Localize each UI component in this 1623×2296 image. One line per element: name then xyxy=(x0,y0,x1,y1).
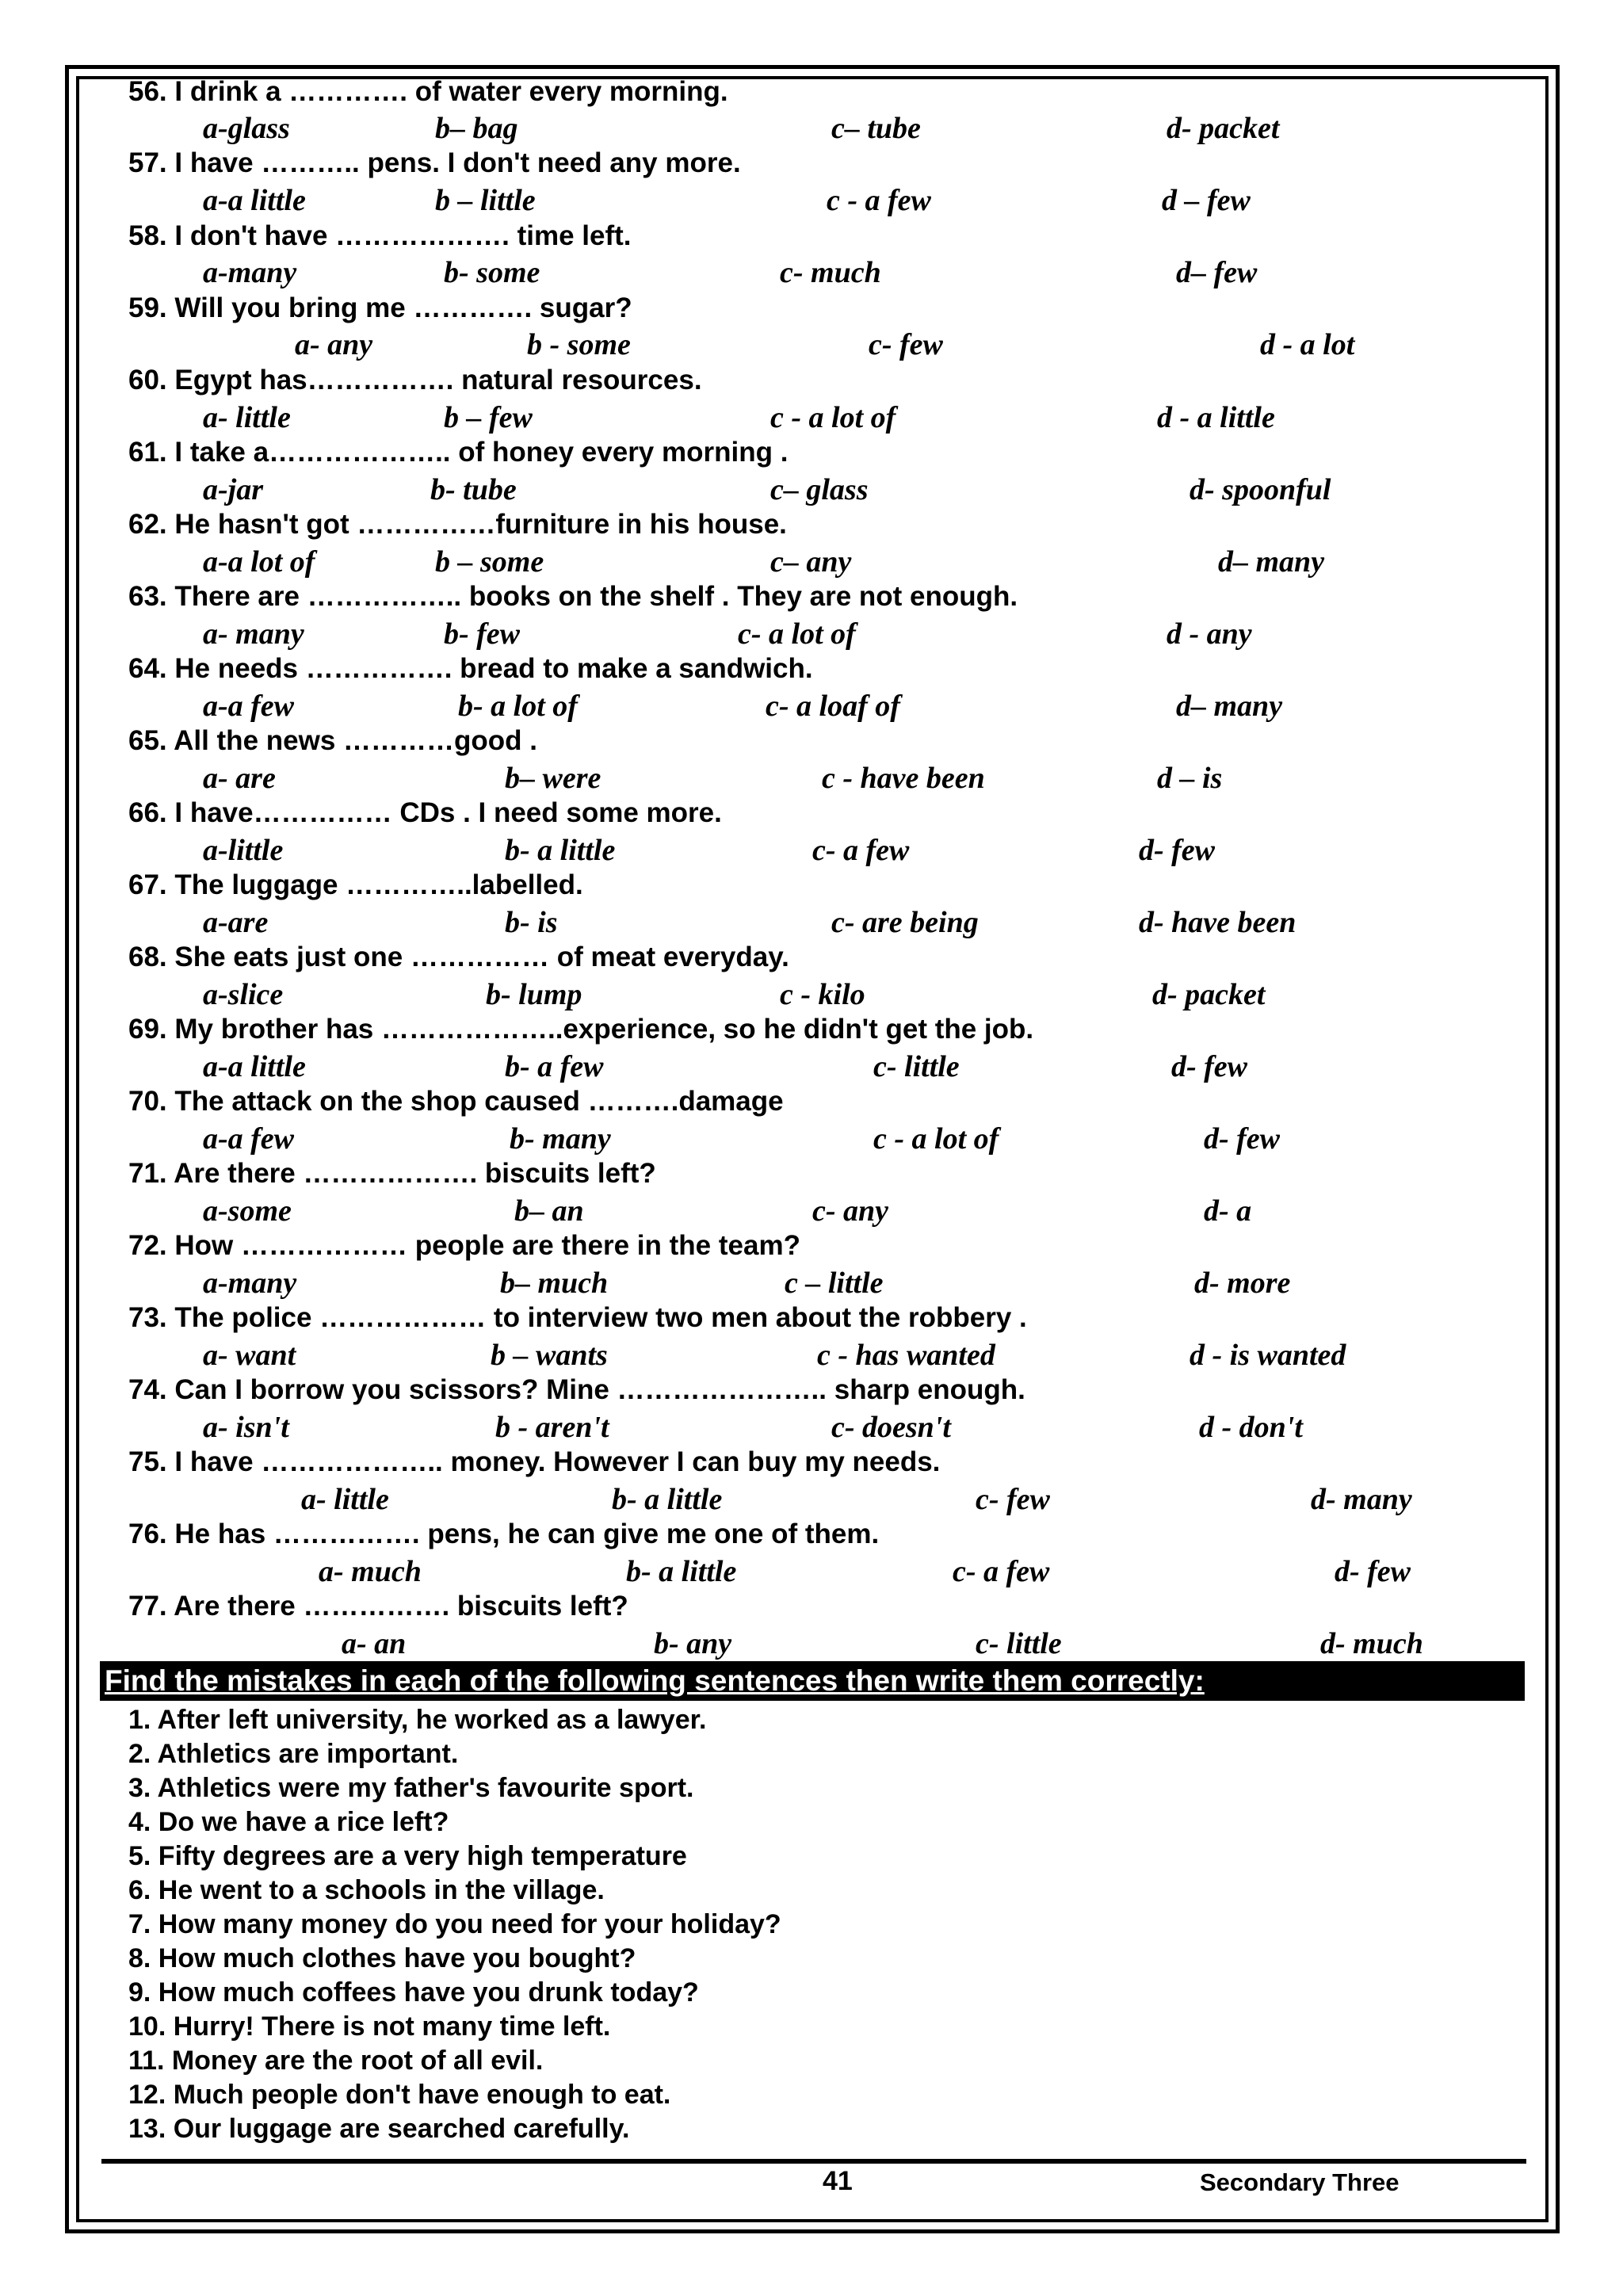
option-76-a: a- much xyxy=(319,1555,422,1588)
option-62-b: b – some xyxy=(435,545,544,579)
option-64-c: c- a loaf of xyxy=(766,690,900,723)
option-67-d: d- have been xyxy=(1139,906,1296,939)
page-number: 41 xyxy=(823,2166,853,2196)
option-72-a: a-many xyxy=(203,1266,297,1300)
option-63-b: b- few xyxy=(444,617,521,651)
option-68-a: a-slice xyxy=(203,978,284,1011)
series-label: Secondary Three xyxy=(1200,2168,1400,2196)
option-77-a: a- an xyxy=(342,1627,407,1660)
option-65-b: b– were xyxy=(505,762,601,795)
option-71-b: b– an xyxy=(514,1194,584,1228)
option-71-d: d- a xyxy=(1204,1194,1252,1228)
question-75: 75. I have ……………….. money. However I can buy my needs. xyxy=(128,1446,941,1477)
option-58-b: b- some xyxy=(444,256,540,289)
option-65-a: a- are xyxy=(203,762,276,795)
question-74: 74. Can I borrow you scissors? Mine ………………….. sharp enough. xyxy=(128,1374,1025,1405)
mistake-sentence-11: 11. Money are the root of all evil. xyxy=(128,2046,544,2076)
option-72-b: b– much xyxy=(500,1266,609,1300)
option-56-d: d- packet xyxy=(1167,112,1280,145)
mistake-sentence-5: 5. Fifty degrees are a very high temperature xyxy=(128,1841,687,1871)
option-61-c: c– glass xyxy=(770,473,869,506)
option-61-a: a-jar xyxy=(203,473,263,506)
option-75-a: a- little xyxy=(301,1483,389,1516)
option-59-c: c- few xyxy=(869,328,943,361)
option-69-b: b- a few xyxy=(505,1050,604,1083)
option-68-c: c - kilo xyxy=(780,978,865,1011)
question-70: 70. The attack on the shop caused ……….damage xyxy=(128,1086,784,1117)
option-67-b: b- is xyxy=(505,906,558,939)
option-60-a: a- little xyxy=(203,401,291,434)
mistake-sentence-6: 6. He went to a schools in the village. xyxy=(128,1875,605,1905)
option-57-a: a-a little xyxy=(203,184,306,217)
option-70-a: a-a few xyxy=(203,1122,295,1156)
mistake-sentence-2: 2. Athletics are important. xyxy=(128,1739,459,1769)
footer-divider xyxy=(101,2159,1526,2164)
option-69-c: c- little xyxy=(873,1050,960,1083)
option-60-d: d - a little xyxy=(1157,401,1275,434)
question-69: 69. My brother has ………………..experience, so he didn't get the job. xyxy=(128,1014,1034,1045)
option-59-b: b - some xyxy=(527,328,631,361)
option-73-b: b – wants xyxy=(491,1339,608,1372)
question-61: 61. I take a……………….. of honey every morning . xyxy=(128,437,789,468)
mistake-sentence-13: 13. Our luggage are searched carefully. xyxy=(128,2114,630,2144)
option-72-d: d- more xyxy=(1194,1266,1291,1300)
option-59-a: a- any xyxy=(295,328,373,361)
question-67: 67. The luggage …………..labelled. xyxy=(128,869,583,900)
option-57-b: b – little xyxy=(435,184,536,217)
question-73: 73. The police ……………… to interview two men about the robbery . xyxy=(128,1302,1027,1333)
question-76: 76. He has ……………. pens, he can give me one of them. xyxy=(128,1519,880,1549)
option-73-d: d - is wanted xyxy=(1190,1339,1346,1372)
question-57: 57. I have ……….. pens. I don't need any more. xyxy=(128,147,741,178)
option-60-c: c - a lot of xyxy=(770,401,896,434)
option-67-c: c- are being xyxy=(831,906,979,939)
question-71: 71. Are there ………………. biscuits left? xyxy=(128,1158,656,1189)
option-66-d: d- few xyxy=(1139,834,1216,867)
mistake-sentence-7: 7. How many money do you need for your holiday? xyxy=(128,1909,781,1939)
option-74-c: c- doesn't xyxy=(831,1411,951,1444)
option-74-d: d - don't xyxy=(1199,1411,1303,1444)
mistake-sentence-1: 1. After left university, he worked as a lawyer. xyxy=(128,1705,707,1735)
question-68: 68. She eats just one …………… of meat everyday. xyxy=(128,942,789,972)
option-76-c: c- a few xyxy=(953,1555,1050,1588)
option-63-c: c- a lot of xyxy=(738,617,856,651)
option-70-c: c - a lot of xyxy=(873,1122,999,1156)
option-62-c: c– any xyxy=(770,545,852,579)
question-62: 62. He hasn't got ……………furniture in his house. xyxy=(128,509,787,540)
option-70-d: d- few xyxy=(1204,1122,1281,1156)
option-75-b: b- a little xyxy=(612,1483,723,1516)
question-58: 58. I don't have ………………. time left. xyxy=(128,220,632,251)
option-71-c: c- any xyxy=(812,1194,889,1228)
mistake-sentence-8: 8. How much clothes have you bought? xyxy=(128,1943,636,1973)
option-64-b: b- a lot of xyxy=(458,690,578,723)
question-77: 77. Are there ……………. biscuits left? xyxy=(128,1591,628,1622)
option-58-a: a-many xyxy=(203,256,297,289)
worksheet-content xyxy=(76,76,1549,2222)
option-77-d: d- much xyxy=(1320,1627,1423,1660)
option-70-b: b- many xyxy=(510,1122,611,1156)
option-67-a: a-are xyxy=(203,906,269,939)
option-75-c: c- few xyxy=(976,1483,1050,1516)
option-61-d: d- spoonful xyxy=(1190,473,1331,506)
option-76-b: b- a little xyxy=(626,1555,737,1588)
question-64: 64. He needs ……………. bread to make a sandwich. xyxy=(128,653,813,684)
option-65-c: c - have been xyxy=(822,762,985,795)
question-60: 60. Egypt has……………. natural resources. xyxy=(128,365,702,395)
option-73-c: c - has wanted xyxy=(817,1339,995,1372)
option-66-a: a-little xyxy=(203,834,284,867)
question-59: 59. Will you bring me …………. sugar? xyxy=(128,292,632,323)
mistake-sentence-12: 12. Much people don't have enough to eat. xyxy=(128,2080,671,2110)
option-77-b: b- any xyxy=(654,1627,732,1660)
option-57-d: d – few xyxy=(1162,184,1251,217)
question-66: 66. I have…………… CDs . I need some more. xyxy=(128,797,722,828)
option-56-a: a-glass xyxy=(203,112,290,145)
option-71-a: a-some xyxy=(203,1194,292,1228)
option-74-b: b - aren't xyxy=(495,1411,609,1444)
mistake-sentence-4: 4. Do we have a rice left? xyxy=(128,1807,449,1837)
mistake-sentence-9: 9. How much coffees have you drunk today? xyxy=(128,1977,699,2008)
option-56-c: c– tube xyxy=(831,112,921,145)
option-69-d: d- few xyxy=(1171,1050,1248,1083)
section-heading-banner: Find the mistakes in each of the following sentences then write them correctly: xyxy=(100,1661,1525,1701)
option-63-a: a- many xyxy=(203,617,304,651)
question-56: 56. I drink a …………. of water every morning. xyxy=(128,76,728,107)
option-65-d: d – is xyxy=(1157,762,1223,795)
option-73-a: a- want xyxy=(203,1339,296,1372)
option-58-c: c- much xyxy=(780,256,881,289)
option-76-d: d- few xyxy=(1335,1555,1411,1588)
option-64-a: a-a few xyxy=(203,690,295,723)
option-56-b: b– bag xyxy=(435,112,518,145)
option-59-d: d - a lot xyxy=(1260,328,1355,361)
mistake-sentence-10: 10. Hurry! There is not many time left. xyxy=(128,2011,611,2042)
option-62-a: a-a lot of xyxy=(203,545,315,579)
option-61-b: b- tube xyxy=(430,473,517,506)
option-68-d: d- packet xyxy=(1152,978,1266,1011)
option-77-c: c- little xyxy=(976,1627,1062,1660)
question-72: 72. How ……………… people are there in the team? xyxy=(128,1230,800,1261)
option-68-b: b- lump xyxy=(486,978,582,1011)
option-57-c: c - a few xyxy=(827,184,931,217)
option-69-a: a-a little xyxy=(203,1050,306,1083)
question-65: 65. All the news …………good . xyxy=(128,725,537,756)
option-60-b: b – few xyxy=(444,401,533,434)
option-58-d: d– few xyxy=(1176,256,1258,289)
option-64-d: d– many xyxy=(1176,690,1283,723)
option-74-a: a- isn't xyxy=(203,1411,289,1444)
option-75-d: d- many xyxy=(1311,1483,1412,1516)
option-66-b: b- a little xyxy=(505,834,616,867)
question-63: 63. There are …………….. books on the shelf . They are not enough. xyxy=(128,581,1018,612)
option-62-d: d– many xyxy=(1218,545,1325,579)
option-72-c: c – little xyxy=(785,1266,884,1300)
mistake-sentence-3: 3. Athletics were my father's favourite sport. xyxy=(128,1773,694,1803)
option-63-d: d - any xyxy=(1167,617,1252,651)
option-66-c: c- a few xyxy=(812,834,910,867)
